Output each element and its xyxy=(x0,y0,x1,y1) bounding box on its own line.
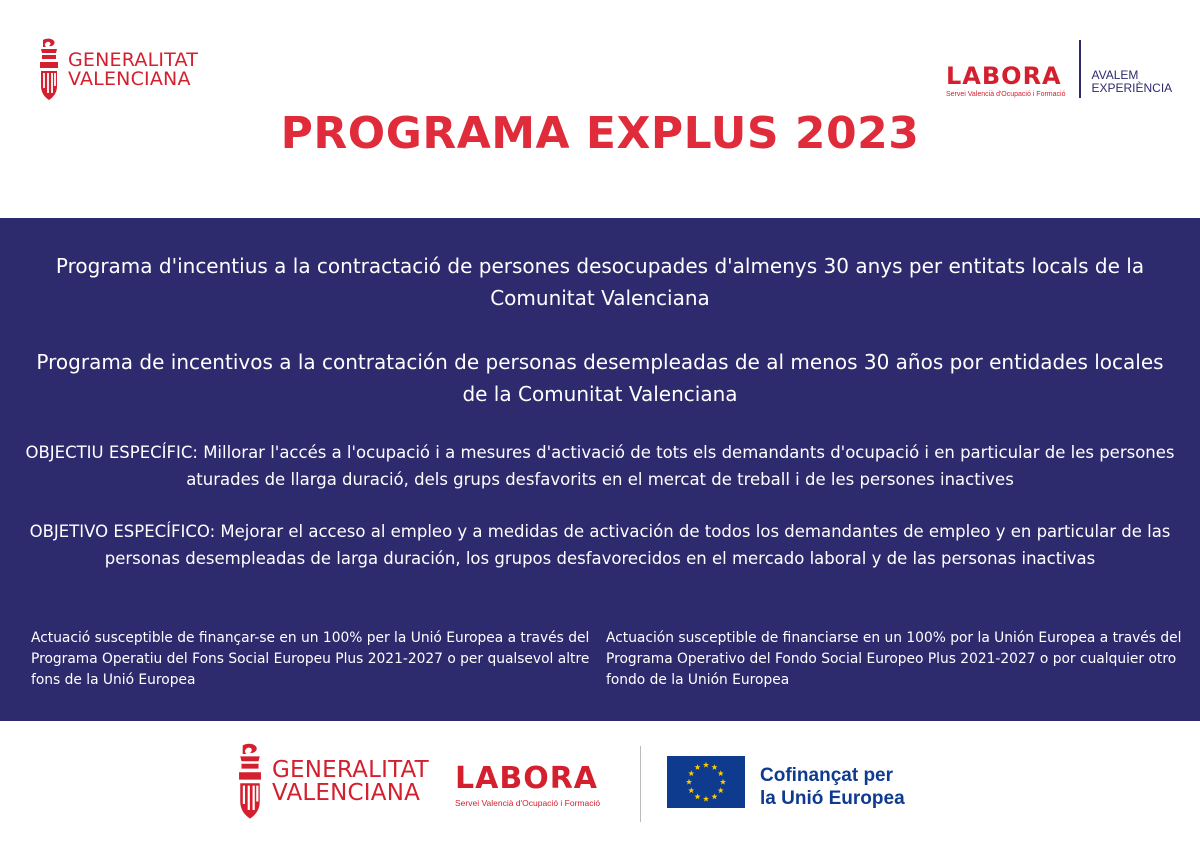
program-description-ca: Programa d'incentius a la contractació de persones desocupades d'almenys 30 anys per entitats locals de la Comunitat Valenciana xyxy=(55,254,1145,310)
eu-cofinancing-line1: Cofinançat per xyxy=(760,765,894,786)
avalem-line2: EXPERIÈNCIA xyxy=(1091,81,1173,95)
labora-subtitle: Servei Valencià d'Ocupació i Formació xyxy=(946,91,1066,98)
page-title: PROGRAMA EXPLUS 2023 xyxy=(280,108,920,159)
labora-subtitle: Servei Valencià d'Ocupació i Formació xyxy=(455,798,601,808)
specific-objective-ca: OBJECTIU ESPECÍFIC: Millorar l'accés a l'ocupació i a mesures d'activació de tots els demandants d'ocupació i en particular de les persones aturades de llarga duració, dels grups desfavorits en el mercat de treball i de les persones inactives xyxy=(25,443,1175,489)
avalem-experiencia-tagline xyxy=(1091,69,1172,94)
funding-note-es: Actuación susceptible de financiarse en un 100% por la Unión Europea a través del Programa Operativo del Fondo Social Europeo Plus 2021-2027 o por cualquier otro fondo de la Unión Europea xyxy=(606,630,1182,688)
funding-note-ca: Actuació susceptible de finançar-se en un 100% per la Unió Europea a través del Programa Operatiu del Fons Social Europeu Plus 2021-2027 o per qualsevol altre fons de la Unió Europea xyxy=(31,630,590,688)
eu-flag-icon xyxy=(667,756,745,808)
info-panel xyxy=(0,218,1200,721)
program-description-es: Programa de incentivos a la contratación de personas desempleadas de al menos 30 años por entidades locales de la Comunitat Valenciana xyxy=(36,350,1164,406)
generalitat-logo-header xyxy=(38,38,198,102)
labora-logo-footer xyxy=(455,761,601,808)
eu-cofinancing-line2: la Unió Europea xyxy=(760,788,905,809)
generalitat-logo-footer xyxy=(236,743,429,821)
labora-wordmark: LABORA xyxy=(946,62,1062,90)
generalitat-name-line2: VALENCIANA xyxy=(272,780,421,806)
labora-wordmark: LABORA xyxy=(455,761,599,796)
labora-logo-header xyxy=(946,40,1172,98)
footer-divider xyxy=(640,746,641,822)
generalitat-name-line2: VALENCIANA xyxy=(68,68,191,90)
generalitat-name-line1: GENERALITAT xyxy=(272,756,429,783)
eu-cofinancing-label xyxy=(760,764,905,810)
generalitat-emblem-icon xyxy=(38,38,60,102)
generalitat-emblem-icon xyxy=(236,743,264,821)
generalitat-name-line1: GENERALITAT xyxy=(68,48,199,71)
header-divider xyxy=(1079,40,1081,98)
specific-objective-es: OBJETIVO ESPECÍFICO: Mejorar el acceso al empleo y a medidas de activación de todos los demandantes de empleo y en particular de las personas desempleadas de larga duración, los grupos desfavorecidos en el mercado laboral y de las personas inactivas xyxy=(29,522,1171,568)
avalem-line1: AVALEM xyxy=(1091,68,1139,83)
